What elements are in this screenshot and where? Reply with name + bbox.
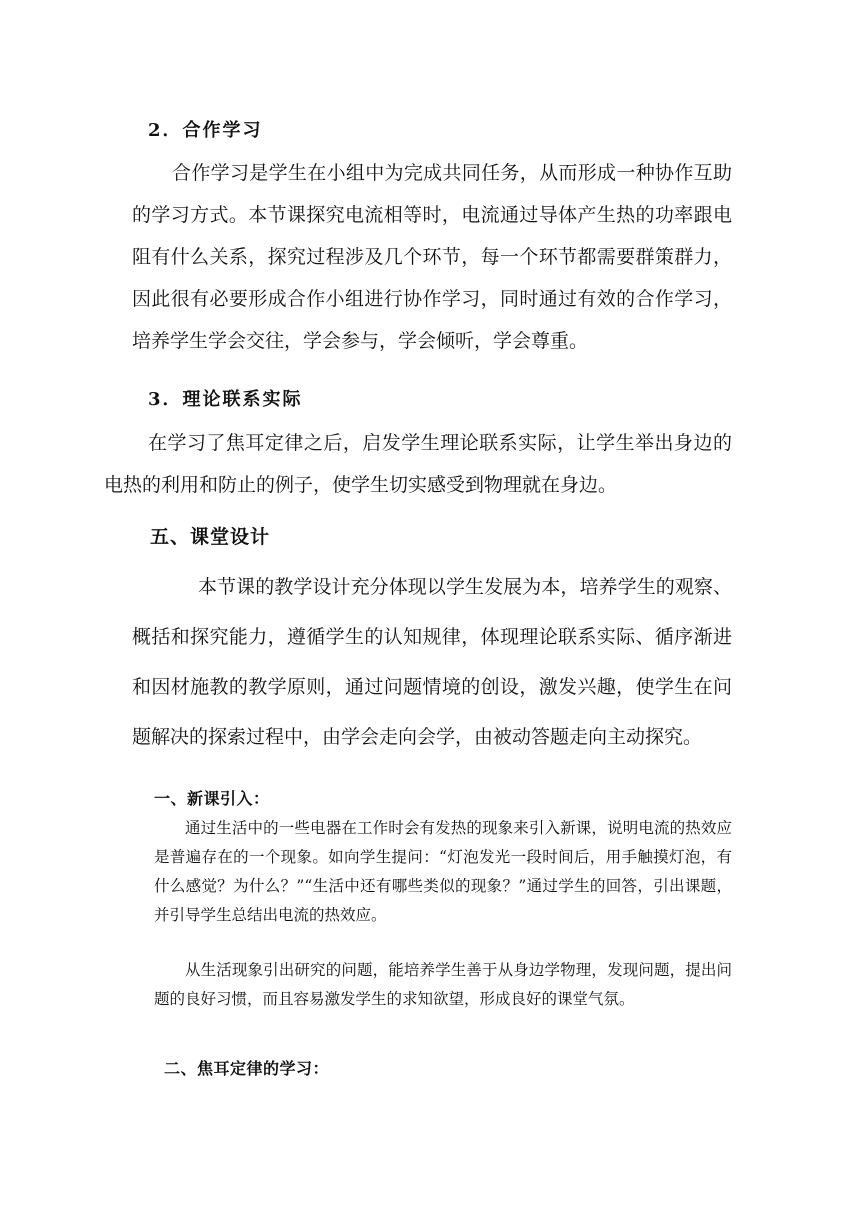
section-heading-class-design: 五、课堂设计 [150,526,271,548]
paragraph-new-lesson-intro-1: 通过生活中的一些电器在工作时会有发热的现象来引入新课，说明电流的热效应是普遍存在的一个现象。如向学生提问：“灯泡发光一段时间后，用手触摸灯泡，有什么感觉？为什么？”“生活中还有哪些类似的现象？”通过学生的回答，引出课题，并引导学生总结出电流的热效应。 [154,819,732,924]
section-heading-theory-practice: 3．理论联系实际 [148,389,303,410]
section-heading-cooperative-learning: 2．合作学习 [148,120,263,141]
paragraph-new-lesson-intro-2: 从生活现象引出研究的问题，能培养学生善于从身边学物理，发现问题，提出问题的良好习惯，而且容易激发学生的求知欲望，形成良好的课堂气氛。 [154,961,732,1008]
section-heading-new-lesson-intro: 一、新课引入： [154,789,270,808]
paragraph-cooperative-learning: 合作学习是学生在小组中为完成共同任务，从而形成一种协作互助的学习方式。本节课探究电流相等时，电流通过导体产生热的功率跟电阻有什么关系，探究过程涉及几个环节，每一个环节都需要群策群力，因此很有必要形成合作小组进行协作学习，同时通过有效的合作学习，培养学生学会交往，学会参与，学会倾听，学会尊重。 [132,162,732,352]
paragraph-theory-practice: 在学习了焦耳定律之后，启发学生理论联系实际，让学生举出身边的电热的利用和防止的例子，使学生切实感受到物理就在身边。 [104,432,732,496]
section-heading-joule-law: 二、焦耳定律的学习： [164,1059,330,1078]
paragraph-class-design: 本节课的教学设计充分体现以学生发展为本，培养学生的观察、概括和探究能力，遵循学生的认知规律，体现理论联系实际、循序渐进和因材施教的教学原则，通过问题情境的创设，激发兴趣，使学生在问题解决的探索过程中，由学会走向会学，由被动答题走向主动探究。 [132,576,732,748]
